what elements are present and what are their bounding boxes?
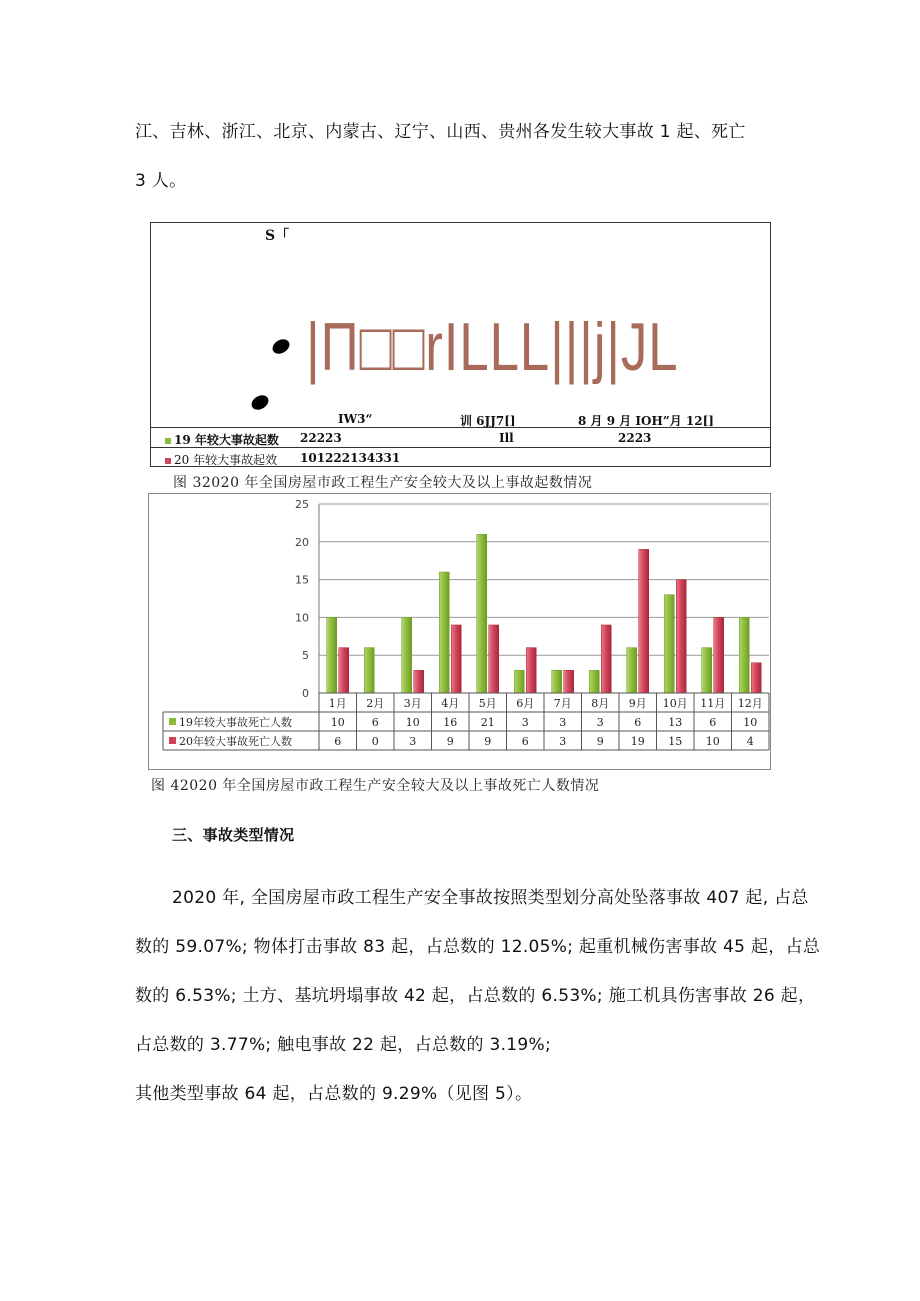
bar-2020 — [714, 617, 724, 693]
bar-2020 — [676, 580, 686, 693]
table-cell-value: 10 — [405, 716, 420, 729]
table-cell-value: 6 — [634, 716, 642, 729]
x-category-label: 9月 — [628, 697, 647, 710]
figure-3-divider — [151, 447, 770, 448]
table-cell-value: 19 — [630, 735, 645, 748]
chart-svg — [149, 494, 770, 769]
y-tick-label: 5 — [302, 649, 309, 663]
table-cell-value: 16 — [443, 716, 458, 729]
paragraph-line-4: 占总数的 3.77%; 触电事故 22 起，占总数的 3.19%; — [135, 1035, 552, 1055]
x-category-label: 6月 — [516, 697, 535, 710]
bar-2019 — [739, 617, 749, 693]
legend-swatch-20 — [165, 458, 171, 464]
intro-line-2: 3 人。 — [135, 171, 187, 191]
figure-3-row-2 — [165, 451, 277, 468]
table-cell-value: 3 — [409, 735, 417, 748]
bar-2020 — [564, 670, 574, 693]
figure-3-row-1-label: 19 年较大事故起数 — [174, 433, 279, 447]
table-cell-value: 10 — [743, 716, 758, 729]
bar-2019 — [627, 648, 637, 693]
table-cell-value: 10 — [330, 716, 345, 729]
bar-2020 — [751, 663, 761, 693]
legend-swatch — [169, 737, 176, 744]
bar-2020 — [414, 670, 424, 693]
table-cell-value: 4 — [746, 735, 754, 748]
bar-2019 — [664, 595, 674, 693]
table-cell-value: 3 — [559, 735, 567, 748]
legend-swatch — [169, 718, 176, 725]
figure-3-dot — [249, 392, 271, 412]
bar-2019 — [477, 534, 487, 693]
figure-4-caption: 图 42020 年全国房屋市政工程生产安全较大及以上事故死亡人数情况 — [151, 778, 600, 794]
y-tick-label: 25 — [295, 498, 309, 511]
table-cell-value: 3 — [559, 716, 567, 729]
paragraph-line-1: 2020 年, 全国房屋市政工程生产安全事故按照类型划分高处坠落事故 407 起, 占总 — [172, 888, 809, 908]
figure-3-row-1-values: 22223 — [300, 431, 342, 445]
table-cell-value: 6 — [371, 716, 379, 729]
table-cell-value: 3 — [596, 716, 604, 729]
figure-3-caption: 图 32020 年全国房屋市政工程生产安全较大及以上事故起数情况 — [173, 475, 593, 491]
table-cell-value: 13 — [668, 716, 683, 729]
x-category-label: 7月 — [553, 697, 572, 710]
paragraph-line-2: 数的 59.07%; 物体打击事故 83 起，占总数的 12.05%; 起重机械伤害事故 45 起，占总 — [135, 937, 821, 957]
bar-2019 — [514, 670, 524, 693]
figure-3-divider — [151, 427, 770, 428]
x-category-label: 1月 — [328, 697, 347, 710]
legend-swatch-19 — [165, 438, 171, 444]
figure-3-top-text: S「 — [265, 228, 290, 244]
x-category-label: 8月 — [591, 697, 610, 710]
table-cell-value: 0 — [371, 735, 379, 748]
table-cell-value: 6 — [709, 716, 717, 729]
figure-3-garbled-bars: |Π□□rILLL|||j|JL — [306, 309, 679, 385]
bar-2019 — [702, 648, 712, 693]
y-tick-label: 15 — [295, 573, 309, 587]
figure-3-row-2-label: 20 年较大事故起效 — [174, 453, 278, 467]
x-category-label: 12月 — [737, 697, 763, 710]
bar-2020 — [451, 625, 461, 693]
table-cell-value: 9 — [596, 735, 604, 748]
legend-label: 20年较大事故死亡人数 — [179, 735, 292, 748]
figure-3-row-1 — [165, 431, 279, 448]
table-cell-value: 21 — [480, 716, 495, 729]
x-category-label: 2月 — [366, 697, 385, 710]
bar-2019 — [364, 648, 374, 693]
table-cell-value: 3 — [521, 716, 529, 729]
table-cell-value: 10 — [705, 735, 720, 748]
paragraph-line-5: 其他类型事故 64 起，占总数的 9.29%（见图 5）。 — [135, 1084, 533, 1104]
section-heading: 三、事故类型情况 — [172, 826, 295, 844]
x-category-label: 3月 — [403, 697, 422, 710]
bar-2019 — [589, 670, 599, 693]
figure-3-axis-label-1: IW3“ — [338, 412, 373, 426]
x-category-label: 4月 — [441, 697, 460, 710]
figure-3-box — [150, 222, 771, 467]
bar-2019 — [402, 617, 412, 693]
bar-2020 — [639, 549, 649, 693]
paragraph-line-3: 数的 6.53%; 土方、基坑坍塌事故 42 起，占总数的 6.53%; 施工机具伤害事故 26 起， — [135, 986, 816, 1006]
table-cell-value: 9 — [446, 735, 454, 748]
bar-2019 — [439, 572, 449, 693]
y-tick-label: 0 — [302, 687, 309, 700]
figure-3-row-1-right: 2223 — [618, 431, 652, 445]
bar-2020 — [489, 625, 499, 693]
bar-2020 — [339, 648, 349, 693]
table-cell-value: 15 — [668, 735, 683, 748]
table-cell-value: 6 — [521, 735, 529, 748]
figure-3-row-2-values: 101222134331 — [300, 451, 401, 465]
legend-label: 19年较大事故死亡人数 — [179, 716, 292, 729]
bar-2020 — [601, 625, 611, 693]
y-tick-label: 10 — [295, 611, 309, 625]
x-category-label: 5月 — [478, 697, 497, 710]
table-cell-value: 9 — [484, 735, 492, 748]
x-category-label: 10月 — [662, 697, 688, 710]
bar-2019 — [552, 670, 562, 693]
figure-4-chart — [148, 493, 771, 770]
figure-3-row-1-mid: Ill — [499, 431, 514, 445]
figure-3-axis-label-3: 8 月 9 月 IOH”月 12[] — [578, 414, 714, 428]
figure-3-axis-label-2: 训 6JJ7[] — [460, 414, 516, 428]
bar-2019 — [327, 617, 337, 693]
y-tick-label: 20 — [295, 535, 309, 549]
figure-3-dot — [270, 336, 292, 356]
intro-line-1: 江、吉林、浙江、北京、内蒙古、辽宁、山西、贵州各发生较大事故 1 起、死亡 — [135, 122, 746, 142]
bar-2020 — [526, 648, 536, 693]
x-category-label: 11月 — [700, 697, 726, 710]
table-cell-value: 6 — [334, 735, 342, 748]
